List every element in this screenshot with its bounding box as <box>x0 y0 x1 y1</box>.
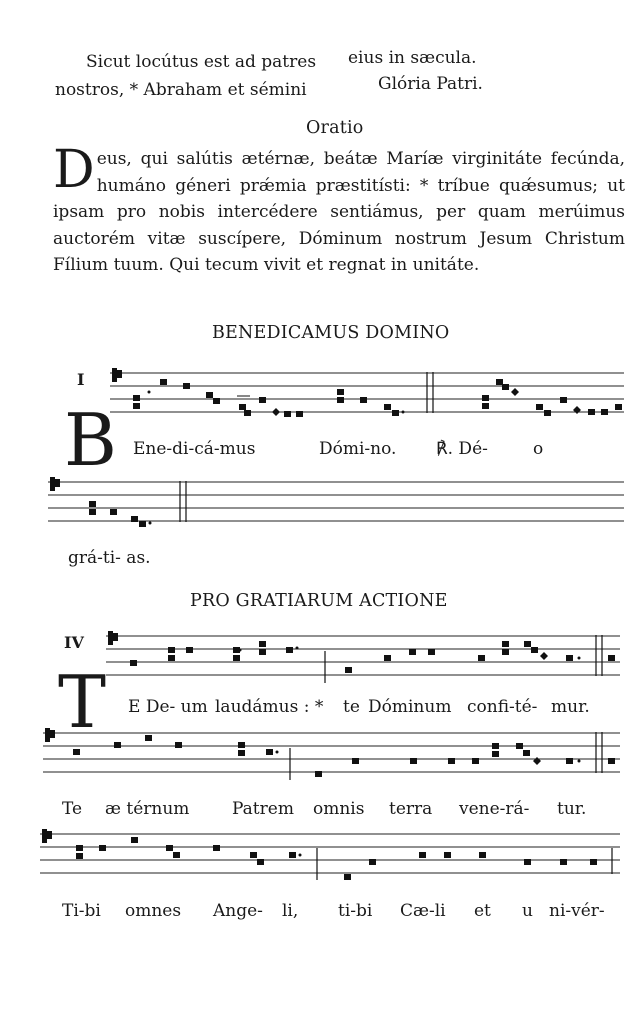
chant2-lyric-20: et <box>474 901 491 921</box>
chant1-lyric-1: Ene-di-cá-mus <box>133 439 256 459</box>
chant2-lyric-11: terra <box>389 799 433 819</box>
chant2-lyric-1: E De- um <box>128 697 208 717</box>
chant2-title: PRO GRATIARUM ACTIONE <box>190 591 448 611</box>
chant2-lyric-19: Cæ-li <box>400 901 446 921</box>
chant2-mode: IV <box>64 633 84 652</box>
chant2-lyric-12: vene-rá- <box>459 799 530 819</box>
chant1-lyric-5: grá-ti- as. <box>68 548 151 568</box>
chant2-lyric-18: ti-bi <box>338 901 373 921</box>
chant2-lyric-5: confi-té- <box>467 697 538 717</box>
verse-line1-left: Sicut locútus est ad patres <box>86 52 317 72</box>
chant2-lyric-2: laudámus : * <box>215 697 324 717</box>
oratio-text: eus, qui salútis ætérnæ, beátæ Maríæ virginitáte fecúnda, humáno géneri prǽmia præstitísti: * tríbue quǽsumus; ut ipsam pro nobis intercédere sentiámus, per quam merúimus auctorém vitæ suscípere, Dóminum nostrum Jesum Christum Fílium tuum. Qui tecum vivit et regnat in unitáte. <box>53 149 625 275</box>
oratio-title: Oratio <box>306 118 364 138</box>
chant1-title: BENEDICAMUS DOMINO <box>212 323 450 343</box>
chant1-lyric-2: Dómi-no. <box>319 439 397 459</box>
chant2-lyric-3: te <box>343 697 360 717</box>
verse-line2-right: Glória Patri. <box>378 74 483 94</box>
chant1-initial: B <box>64 398 117 482</box>
verse-line1-right: eius in sæcula. <box>348 48 477 68</box>
chant2-lyric-22: ni-vér- <box>549 901 605 921</box>
chant2-lyric-17: li, <box>282 901 299 921</box>
chant2-lyric-15: omnes <box>125 901 182 921</box>
oratio-dropcap: D <box>53 140 95 200</box>
chant2-lyric-13: tur. <box>557 799 587 819</box>
chant2-lyric-8: æ térnum <box>105 799 190 819</box>
chant2-lyric-21: u <box>522 901 533 921</box>
verse-line2-left: nostros, * Abraham et sémini <box>55 80 307 100</box>
chant1-lyric-3: ℟. Dé- <box>436 439 488 459</box>
chant1-mode: I <box>77 370 85 389</box>
chant1-lyric-4: o <box>533 439 544 459</box>
chant2-lyric-7: Te <box>62 799 83 819</box>
chant2-lyric-14: Ti-bi <box>62 901 101 921</box>
chant2-lyric-10: omnis <box>313 799 365 819</box>
chant2-lyric-9: Patrem <box>232 799 294 819</box>
chant2-lyric-6: mur. <box>551 697 590 717</box>
chant2-lyric-4: Dóminum <box>368 697 452 717</box>
chant2-lyric-16: Ange- <box>213 901 263 921</box>
chant2-initial: T <box>58 660 107 744</box>
